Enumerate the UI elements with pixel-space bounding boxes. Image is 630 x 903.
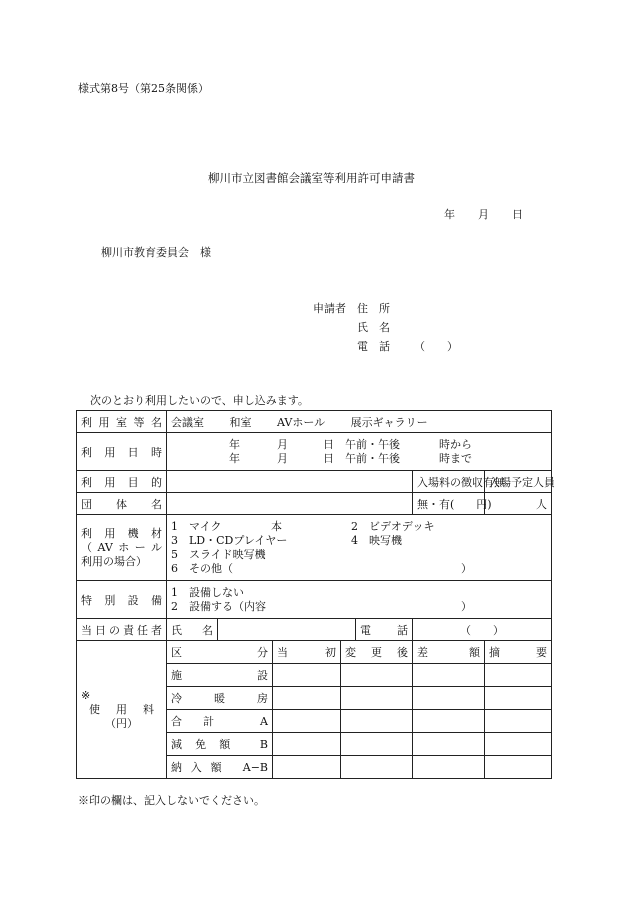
- responsible-label: 当日の責任者: [77, 619, 167, 641]
- equip-mic-unit: 本: [271, 519, 282, 533]
- equipment-row: [77, 515, 552, 581]
- fees-label-line1: 使用料: [89, 702, 154, 716]
- equip-video[interactable]: 2 ビデオデッキ: [351, 519, 435, 533]
- date-to-suffix: 時まで: [439, 451, 472, 465]
- fees-cell: [413, 687, 485, 710]
- equip-mic[interactable]: 1 マイク: [171, 519, 222, 533]
- purpose-row: [77, 471, 552, 493]
- footnote: ※印の欄は、記入しないでください。: [78, 794, 265, 807]
- date-to-line: [171, 452, 547, 466]
- date-to-ampm: 午前・午後: [345, 451, 400, 465]
- date-to-day: 日: [323, 451, 334, 465]
- group-label: 団体名: [77, 493, 167, 515]
- fees-cell: [413, 756, 485, 779]
- fees-cell: [341, 733, 413, 756]
- equip-other-close: ）: [461, 561, 472, 575]
- facilities-row: [77, 581, 552, 619]
- equipment-items-cell: [167, 515, 552, 581]
- date-day: 日: [512, 208, 523, 221]
- fee-header: 入場料の徴収有無: [413, 471, 485, 493]
- expected-people-header: 入場予定人員: [485, 471, 552, 493]
- facility-close: ）: [461, 599, 472, 613]
- applicant-phone-paren: （ ）: [414, 340, 458, 353]
- date-from-suffix: 時から: [439, 437, 472, 451]
- room-options-cell: [167, 411, 552, 433]
- fees-item-facility: 施設: [167, 664, 273, 687]
- responsible-phone-paren[interactable]: （ ）: [413, 619, 552, 641]
- fees-cell: [273, 687, 341, 710]
- fees-cell: [485, 664, 552, 687]
- fees-cell: [485, 687, 552, 710]
- facilities-label: 特別設備: [77, 581, 167, 619]
- equipment-label-line3: 利用の場合）: [81, 554, 147, 568]
- applicant-phone-label: 電 話: [357, 340, 390, 353]
- fees-cell: [341, 664, 413, 687]
- facilities-items-cell: [167, 581, 552, 619]
- date-month: 月: [478, 208, 489, 221]
- responsible-name-input[interactable]: [218, 619, 356, 641]
- responsible-phone-label: 電 話: [356, 619, 413, 641]
- form-title: 柳川市立図書館会議室等利用許可申請書: [208, 171, 415, 185]
- fees-header-note: 摘 要: [485, 641, 552, 664]
- fees-cell: [413, 733, 485, 756]
- fees-cell: [485, 710, 552, 733]
- date-from-year: 年: [229, 437, 240, 451]
- fees-item-reduction: 減免額 B: [167, 733, 273, 756]
- fees-header-initial: 当 初: [273, 641, 341, 664]
- fees-mark: ※: [81, 688, 91, 702]
- fees-header-category: 区 分: [167, 641, 273, 664]
- group-input[interactable]: [167, 493, 413, 515]
- equipment-label-line2: （AVホール: [81, 540, 162, 554]
- date-from-day: 日: [323, 437, 334, 451]
- room-option-gallery[interactable]: 展示ギャラリー: [350, 415, 428, 429]
- fees-cell: [273, 664, 341, 687]
- fees-cell: [273, 756, 341, 779]
- fees-cell: [273, 733, 341, 756]
- date-to-year: 年: [229, 451, 240, 465]
- room-option-conference[interactable]: 会議室: [171, 415, 204, 429]
- fees-cell: [273, 710, 341, 733]
- fees-label-line2: （円）: [105, 716, 138, 730]
- date-from-line: [171, 438, 547, 452]
- fees-cell: [485, 756, 552, 779]
- fees-cell: [413, 664, 485, 687]
- equip-other[interactable]: 6 その他（: [171, 561, 233, 575]
- fees-cell: [341, 710, 413, 733]
- fees-item-total: 合計 A: [167, 710, 273, 733]
- equip-projector[interactable]: 4 映写機: [351, 533, 402, 547]
- fees-header-row: [77, 641, 552, 664]
- purpose-label: 利用目的: [77, 471, 167, 493]
- purpose-input[interactable]: [167, 471, 413, 493]
- date-from-ampm: 午前・午後: [345, 437, 400, 451]
- dates-cell[interactable]: [167, 433, 552, 471]
- room-label: 利用室等名: [77, 411, 167, 433]
- applicant-address-label: 住 所: [357, 302, 390, 315]
- form-number: 様式第8号（第25条関係）: [78, 82, 209, 95]
- fees-label: [77, 641, 167, 779]
- facility-yes[interactable]: 2 設備する（内容: [171, 599, 266, 613]
- applicant-name-label: 氏 名: [357, 321, 390, 334]
- equip-ld-cd[interactable]: 3 LD・CDプレイヤー: [171, 533, 288, 547]
- addressee: 柳川市教育委員会 様: [101, 246, 211, 259]
- group-row: [77, 493, 552, 515]
- fees-cell: [341, 687, 413, 710]
- responsible-row: [77, 619, 552, 641]
- equipment-label: [77, 515, 167, 581]
- room-row: [77, 411, 552, 433]
- room-option-japanese[interactable]: 和室: [229, 415, 252, 429]
- dates-label: 利用日時: [77, 433, 167, 471]
- date-to-month: 月: [277, 451, 288, 465]
- date-year: 年: [444, 208, 455, 221]
- responsible-name-label: 氏 名: [167, 619, 218, 641]
- fees-item-aircon: 冷暖房: [167, 687, 273, 710]
- fees-item-payment: 納入額 A−B: [167, 756, 273, 779]
- fees-cell: [413, 710, 485, 733]
- date-from-month: 月: [277, 437, 288, 451]
- applicant-label: 申請者: [313, 302, 346, 315]
- fees-cell: [485, 733, 552, 756]
- equip-slide[interactable]: 5 スライド映写機: [171, 547, 266, 561]
- people-unit[interactable]: 人: [485, 493, 552, 515]
- equipment-label-line1: 利用機材: [81, 526, 162, 540]
- fees-cell: [341, 756, 413, 779]
- fees-header-diff: 差 額: [413, 641, 485, 664]
- room-option-av-hall[interactable]: AVホール: [277, 415, 326, 429]
- application-table: [76, 410, 555, 779]
- facility-none[interactable]: 1 設備しない: [171, 585, 244, 599]
- fees-header-change: 変更後: [341, 641, 413, 664]
- dates-row: [77, 433, 552, 471]
- fee-value[interactable]: 無・有( 円): [413, 493, 485, 515]
- intro-text: 次のとおり利用したいので、申し込みます。: [90, 394, 309, 407]
